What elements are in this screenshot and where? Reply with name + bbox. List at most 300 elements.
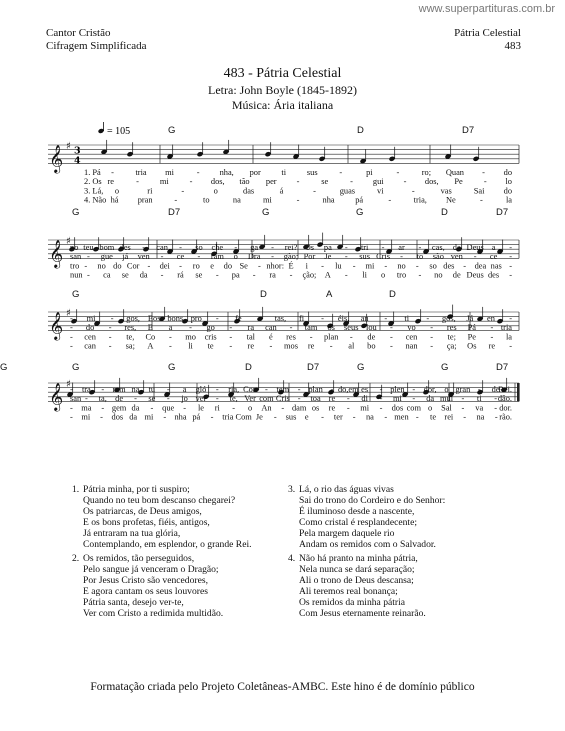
lyric-syllable: na (365, 412, 374, 422)
lyric-syllable: to (203, 195, 210, 205)
lyric-syllable: a (168, 323, 173, 333)
lyric-syllable: - (430, 341, 434, 351)
lyric-syllable: - (344, 270, 348, 280)
lyric-syllable: cen (405, 332, 418, 342)
lyric-syllable: - (352, 261, 356, 271)
lyric-syllable: do (113, 261, 122, 271)
lyric-syllable: res (446, 323, 457, 333)
lyric-syllable: go (206, 323, 215, 333)
lyric-syllable: pi (366, 168, 373, 177)
lyric-syllable: nha (322, 195, 335, 205)
hymn-number-header: 483 (504, 40, 521, 52)
lyric-syllable: - (350, 177, 353, 187)
lyric-syllable: - (150, 403, 154, 413)
lyric-syllable: dos, (424, 177, 439, 187)
chord-symbol: D7 (462, 125, 475, 136)
lyric-syllable: - (321, 314, 324, 323)
stanza-1 (72, 484, 252, 551)
lyric-syllable: res, (124, 323, 137, 333)
lyric-syllable: - (179, 261, 182, 271)
lyric-syllable: ti (476, 394, 482, 404)
lyric-syllable: na (232, 195, 241, 205)
key-signature-sharp-icon: ♯ (66, 379, 71, 390)
stanza-line: Quando no teu bom descanso chegarei? (83, 495, 236, 507)
stanza-line: E agora cantam os seus louvores (83, 586, 208, 598)
lyric-syllable: sus (285, 412, 297, 422)
lyric-syllable: - (289, 323, 293, 333)
treble-clef-icon: 𝄞 (49, 239, 64, 268)
lyric-syllable: la (505, 195, 512, 205)
lyric-syllable: - (321, 261, 324, 271)
lyric-syllable: do (503, 168, 512, 177)
lyric-syllable: do (503, 186, 512, 196)
lyric-syllable: Pe (467, 332, 477, 342)
lyric-syllable: nha (174, 412, 187, 422)
lyric-syllable: - (189, 177, 193, 187)
lyric-syllable: - (271, 243, 274, 252)
lyric-syllable: - (411, 186, 415, 196)
stanza-number: 2. (72, 553, 80, 564)
lyric-syllable: 1. Pá (84, 168, 101, 177)
lyric-syllable: ven (450, 252, 463, 262)
lyric-syllable: Com (235, 412, 252, 422)
lyric-syllable: te (430, 412, 437, 422)
lyric-syllable: ram (112, 385, 126, 394)
lyric-syllable: - (388, 195, 392, 205)
chord-symbol: G (168, 125, 176, 136)
lyric-syllable: - (84, 394, 88, 404)
lyric-syllable: - (349, 332, 353, 342)
stanza-line: Contemplando, em esplendor, o grande Rei. (83, 539, 252, 551)
chord-symbol: D7 (496, 207, 509, 218)
lyric-syllable: ga (250, 243, 259, 252)
lyric-syllable: - (160, 270, 164, 280)
lyric-syllable: ça; (446, 341, 457, 351)
lyric-syllable: la (505, 332, 512, 342)
chord-symbol: G (357, 362, 365, 373)
lyric-syllable: - (390, 341, 393, 351)
chord-symbol: A (326, 289, 333, 300)
lyric-syllable: - (70, 341, 73, 351)
lyric-syllable: le (197, 403, 204, 413)
lyric-syllable: 4. Não (84, 195, 107, 205)
lyric-syllable: de (367, 332, 376, 342)
lyric-syllable: Os (467, 341, 477, 351)
lyric-syllable: na (476, 412, 485, 422)
lyric-syllable: plen (390, 385, 405, 394)
lyric-syllable: rão. (499, 412, 512, 422)
time-signature-top: 3 (74, 145, 81, 157)
lyric-syllable: é (269, 332, 273, 342)
lyric-syllable: Ver (244, 394, 256, 404)
lyric-syllable: mos (284, 341, 298, 351)
chord-symbol: G (72, 362, 80, 373)
lyric-syllable: e (210, 261, 214, 271)
lyric-syllable: tria, (413, 195, 427, 205)
lyric-syllable: so (429, 261, 437, 271)
lyric-syllable: - (100, 412, 103, 422)
lyric-syllable: de (491, 385, 500, 394)
lyric-syllable: dam (291, 403, 307, 413)
lyric-syllable: A (147, 341, 154, 351)
lyric-syllable: cris (204, 332, 217, 342)
lyric-syllable: - (415, 261, 419, 271)
lyric-syllable: - (108, 323, 112, 333)
lyric-syllable: - (296, 177, 300, 187)
lyric-syllable: can (265, 323, 277, 333)
lyric-syllable: - (87, 252, 90, 262)
lyric-syllable: mi (159, 177, 169, 187)
lyric-syllable: can (156, 243, 168, 252)
lyric-syllable: 3. Lá, (84, 186, 104, 196)
lyric-syllable: - (87, 270, 90, 280)
lyric-syllable: - (509, 243, 512, 252)
lyric-syllable: te (207, 341, 214, 351)
stanza-line: Ver com Cristo a redimida multidão. (83, 608, 224, 620)
lyric-syllable: há (110, 195, 119, 205)
lyric-syllable: - (110, 314, 114, 323)
lyric-syllable: - (163, 412, 167, 422)
lyric-syllable: se (148, 394, 156, 404)
lyric-syllable: Se (239, 261, 248, 271)
lyric-syllable: - (174, 195, 178, 205)
lyric-syllable: - (400, 252, 403, 262)
lyric-syllable: rá (177, 270, 184, 280)
stanza-line: Já entraram na tua glória, (83, 528, 181, 540)
lyric-syllable: tas, (274, 314, 287, 323)
lyric-syllable: guas (339, 186, 356, 196)
lyric-syllable: á (279, 186, 284, 196)
lyric-syllable: E (147, 323, 153, 333)
lyric-syllable: tro (70, 261, 80, 271)
lyric-syllable: tão (239, 177, 250, 187)
lyric-syllable: - (461, 394, 465, 404)
lyricist-credit: Letra: John Boyle (1845-1892) (208, 83, 357, 97)
lyric-syllable: o (213, 186, 218, 196)
lyric-syllable: do (223, 261, 233, 271)
lyric-syllable: can (84, 341, 96, 351)
lyric-syllable: A (324, 270, 331, 280)
lyric-syllable: - (70, 412, 73, 422)
lyric-syllable: li (362, 270, 367, 280)
lyric-syllable: - (463, 412, 467, 422)
lyric-syllable: - (197, 252, 201, 262)
lyric-syllable: san (70, 394, 82, 404)
lyric-syllable: Já (466, 314, 474, 323)
chord-symbol: D (441, 207, 448, 218)
page-title: 483 - Pátria Celestial (223, 66, 342, 81)
lyric-syllable: tria (222, 412, 234, 422)
lyric-syllable: - (166, 394, 170, 404)
lyric-syllable: di (361, 394, 368, 404)
lyric-syllable: os (327, 323, 335, 333)
chord-symbol: D7 (168, 207, 181, 218)
lyric-syllable: seus (344, 323, 359, 333)
lyric-syllable: en (486, 314, 495, 323)
lyric-syllable: re (328, 403, 336, 413)
lyric-syllable: mul (440, 394, 454, 404)
lyric-syllable: dor. (499, 403, 512, 413)
lyric-syllable: pran (137, 195, 153, 205)
lyric-syllable: an (360, 314, 369, 323)
lyric-syllable: - (473, 252, 477, 262)
lyric-syllable: - (490, 332, 494, 342)
lyric-syllable: ce (489, 252, 498, 262)
lyric-syllable: re (488, 341, 496, 351)
lyric-syllable: Quan (445, 168, 465, 177)
lyric-syllable: ca (103, 270, 111, 280)
lyric-syllable: Pá (467, 323, 477, 333)
lyric-syllable: nha, (219, 168, 234, 177)
lyric-syllable: mo (185, 332, 196, 342)
lyric-syllable: - (111, 168, 114, 177)
lyric-syllable: re (307, 341, 315, 351)
lyric-syllable: - (412, 385, 416, 394)
site-url: www.superpartituras.com.br (418, 3, 555, 15)
lyric-syllable: fe (235, 314, 242, 323)
lyric-syllable: gue (100, 252, 113, 262)
lyric-syllable: toa (310, 394, 321, 404)
lyric-syllable: se (195, 270, 203, 280)
lyric-syllable: no (397, 261, 406, 271)
lyric-syllable: te, (229, 394, 238, 404)
stanza-line: Lá, o rio das águas vivas (299, 484, 394, 495)
lyric-syllable: Eos (147, 314, 161, 323)
lyric-syllable: de (452, 243, 461, 252)
lyric-syllable: com (406, 403, 421, 413)
lyric-syllable: pa (323, 243, 332, 252)
lyric-syllable: re (247, 341, 255, 351)
lyric-syllable: lu (335, 261, 342, 271)
footer-note: Formatação criada pelo Projeto Coletâneas-AMBC. Este hino é de domínio público (90, 681, 475, 693)
lyric-syllable: Por (303, 252, 316, 262)
lyric-syllable: ti (404, 314, 410, 323)
lyric-syllable: ar (398, 243, 405, 252)
stanza-line: Os patriarcas, de Deus amigos, (83, 506, 202, 518)
lyric-syllable: - (509, 252, 512, 262)
lyric-syllable: ven (137, 252, 150, 262)
chord-symbol: D (245, 362, 252, 373)
lyric-syllable: - (183, 403, 186, 413)
lyric-syllable: plan (308, 385, 323, 394)
lyric-syllable: - (418, 270, 422, 280)
lyric-syllable: jo (181, 394, 188, 404)
final-barline-thick (517, 383, 520, 401)
lyric-syllable: fi (298, 314, 305, 323)
lyric-syllable: - (494, 403, 498, 413)
lyric-syllable: - (181, 186, 185, 196)
lyric-syllable: - (352, 412, 356, 422)
stanza-3 (288, 484, 445, 551)
lyric-syllable: bo (367, 341, 376, 351)
lyric-syllable: - (426, 314, 430, 323)
lyric-syllable: tem (276, 385, 290, 394)
lyric-syllable: li (188, 341, 193, 351)
lyric-syllable: - (390, 332, 393, 342)
lyric-syllable: des (487, 270, 500, 280)
lyric-syllable: Co (145, 332, 156, 342)
lyric-syllable: - (384, 261, 388, 271)
lyric-syllable: gló (195, 385, 207, 394)
lyric-syllable: no (97, 261, 106, 271)
lyric-syllable: - (101, 403, 105, 413)
lyric-syllable: - (418, 243, 422, 252)
lyric-syllable: - (229, 332, 233, 342)
lyric-syllable: dor, (423, 385, 437, 394)
lyric-syllable: - (189, 323, 192, 333)
lyric-syllable: pa (231, 270, 240, 280)
lyric-syllable: tria (135, 168, 147, 177)
lyric-syllable: mi (360, 403, 370, 413)
lyric-syllable: - (381, 243, 385, 252)
lyric-syllable: ro (192, 261, 200, 271)
lyric-syllable: e (304, 412, 309, 422)
lyric-syllable: se (321, 177, 329, 187)
lyric-syllable: por (249, 168, 261, 177)
cifragem-label: Cifragem Simplificada (46, 40, 147, 52)
lyric-syllable: - (461, 403, 465, 413)
hymnal-name: Cantor Cristão (46, 27, 111, 39)
lyric-syllable: per (265, 177, 277, 187)
lyric-syllable: das (243, 186, 255, 196)
lyric-syllable: tu (148, 385, 156, 394)
lyric-syllable: éis, (337, 314, 350, 323)
lyric-syllable: - (384, 314, 388, 323)
stanza-line: Pela margem daquele rio (299, 528, 395, 540)
stanza-line: É iluminoso desde a nascente, (299, 506, 415, 518)
key-signature-sharp-icon: ♯ (66, 141, 71, 152)
lyric-syllable: cen (84, 332, 96, 342)
lyric-syllable: 2. Os (84, 177, 102, 187)
lyric-syllable: do,em (337, 385, 359, 394)
lyric-syllable: i (305, 261, 308, 271)
lyric-syllable: gão; (283, 252, 299, 262)
lyric-syllable: - (403, 177, 407, 187)
lyric-syllable: dei (159, 261, 170, 271)
lyric-syllable: - (70, 403, 73, 413)
treble-clef-icon: 𝄞 (49, 144, 64, 173)
chord-symbol: G (356, 207, 364, 218)
stanza-line: Não há pranto na minha pátria, (299, 553, 418, 564)
treble-clef-icon: 𝄞 (49, 382, 64, 411)
lyric-syllable: no (434, 270, 443, 280)
lyric-syllable: - (142, 243, 146, 252)
lyric-syllable: Je (255, 412, 263, 422)
stanza-4 (288, 553, 426, 620)
lyric-syllable: plan (323, 332, 339, 342)
lyric-syllable: ção; (302, 270, 317, 280)
lyric-syllable: An (261, 403, 272, 413)
chord-symbol: G (262, 207, 270, 218)
lyric-syllable: o (444, 385, 449, 394)
lyric-syllable: - (379, 385, 383, 394)
lyric-syllable: cas, (431, 243, 445, 252)
chord-symbol: D (357, 125, 364, 136)
lyric-syllable: - (330, 385, 334, 394)
lyric-syllable: - (463, 261, 467, 271)
lyric-syllable: dão. (497, 394, 512, 404)
lyric-syllable: nan (405, 341, 418, 351)
lyric-syllable: - (412, 394, 416, 404)
lyric-syllable: - (415, 412, 419, 422)
composer-credit: Música: Ária italiana (231, 98, 334, 112)
lyric-syllable: al (348, 341, 355, 351)
lyric-syllable: mi (81, 412, 91, 422)
lyric-syllable: - (108, 341, 112, 351)
lyric-syllable: - (396, 168, 400, 177)
lyric-syllable: Rei. (498, 385, 512, 394)
stanza-line: Pelo sangue já venceram o Dragão; (83, 564, 219, 576)
lyric-syllable: Sal (441, 403, 452, 413)
lyric-syllable: - (379, 394, 383, 404)
lyric-syllable: gui (372, 177, 384, 187)
lyric-syllable: É (288, 261, 294, 271)
lyric-syllable: gran (455, 385, 471, 394)
lyric-syllable: - (477, 385, 481, 394)
stanza-line: Andam os remidos com o Salvador. (299, 539, 436, 551)
lyric-syllable: - (297, 385, 301, 394)
chord-symbol: D7 (307, 362, 320, 373)
lyric-syllable: te; (447, 332, 456, 342)
stanza-line: Ali o trono de Deus descansa; (299, 575, 414, 587)
lyric-syllable: do (85, 323, 95, 333)
lyric-syllable: - (229, 323, 233, 333)
lyric-syllable: - (329, 341, 333, 351)
lyric-syllable: tal (246, 332, 256, 342)
lyric-syllable: o (380, 270, 386, 280)
stanza-line: Com Jesus eternamente reinarão. (299, 608, 426, 620)
lyric-syllable: - (509, 314, 512, 323)
lyric-syllable: - (258, 261, 261, 271)
lyric-syllable: sa; (125, 341, 135, 351)
stanza-line: Os remidos, tão perseguidos, (83, 553, 195, 564)
lyric-syllable: - (430, 332, 434, 342)
lyric-syllable: dos (111, 412, 124, 422)
lyric-syllable: pro (190, 314, 202, 323)
chord-symbol: G (441, 362, 449, 373)
lyric-syllable: mi (86, 314, 96, 323)
lyric-syllable: já (122, 252, 129, 262)
chord-symbol: G (0, 362, 8, 373)
lyric-syllable: rei? (284, 243, 298, 252)
lyric-syllable: - (271, 252, 274, 262)
lyric-syllable: ri (214, 403, 220, 413)
lyric-syllable: Con (243, 385, 258, 394)
lyric-syllable: - (215, 314, 219, 323)
time-signature-bottom: 4 (74, 155, 81, 167)
lyric-syllable: - (136, 177, 139, 187)
lyric-syllable: - (309, 332, 313, 342)
stanza-line: Por Jesus Cristo são vencedores, (83, 575, 208, 587)
lyric-syllable: Sai (473, 186, 485, 196)
lyric-syllable: - (232, 403, 236, 413)
lyric-syllable: da (139, 270, 148, 280)
lyric-syllable: sus (359, 252, 371, 262)
lyric-syllable: mi (144, 412, 154, 422)
lyric-syllable: da (129, 412, 138, 422)
lyric-syllable: - (215, 385, 219, 394)
lyric-syllable: - (494, 394, 498, 404)
lyric-syllable: Dra (247, 252, 261, 262)
lyric-syllable: dos (391, 403, 404, 413)
lyric-syllable: lo (505, 177, 512, 187)
lyric-syllable: pá (355, 195, 364, 205)
lyric-syllable: a (182, 385, 187, 394)
lyric-syllable: o (233, 252, 238, 262)
lyric-syllable: - (296, 195, 300, 205)
lyric-syllable: ro; (421, 168, 432, 177)
lyric-syllable: - (289, 270, 293, 280)
